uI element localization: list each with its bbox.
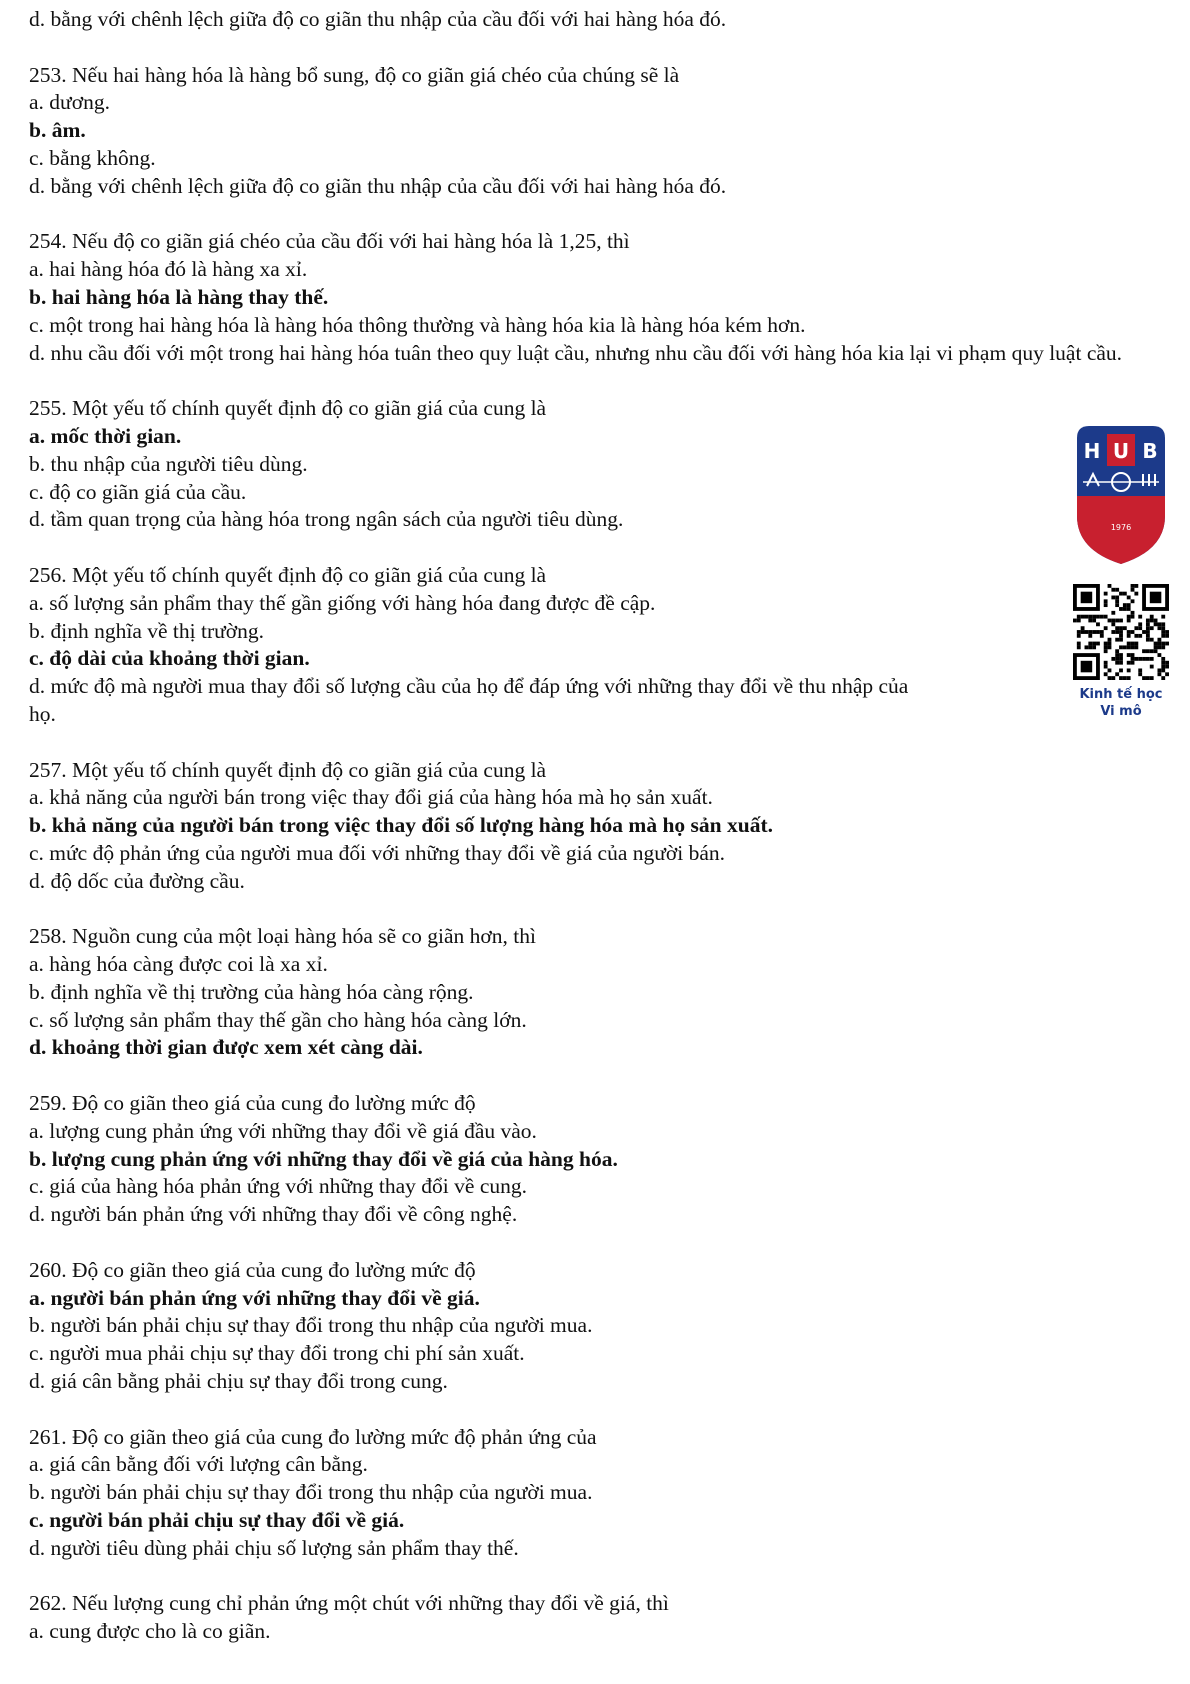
- question-block: [29, 1090, 1169, 1229]
- paragraph-gap: [29, 896, 1169, 924]
- answer-option: a. giá cân bằng đối với lượng cân bằng.: [29, 1452, 368, 1477]
- logo-year: 1976: [1110, 523, 1132, 532]
- answer-option: b. lượng cung phản ứng với những thay đổi về giá của hàng hóa.: [29, 1146, 618, 1171]
- paragraph-gap: [29, 34, 1169, 62]
- paragraph-gap: [29, 1563, 1169, 1591]
- answer-option: b. hai hàng hóa là hàng thay thế.: [29, 284, 329, 309]
- answer-option: d. tầm quan trọng của hàng hóa trong ngân sách của người tiêu dùng.: [29, 507, 624, 532]
- question-text: 259. Độ co giãn theo giá của cung đo lường mức độ: [29, 1091, 476, 1116]
- answer-option: a. cung được cho là co giãn.: [29, 1619, 271, 1644]
- question-text: 261. Độ co giãn theo giá của cung đo lường mức độ phản ứng của: [29, 1424, 597, 1449]
- paragraph-gap: [29, 1229, 1169, 1257]
- answer-option: c. mức độ phản ứng của người mua đối với những thay đổi về giá của người bán.: [29, 840, 726, 865]
- paragraph-gap: [29, 1396, 1169, 1424]
- question-block: [29, 1590, 1169, 1646]
- question-text: 260. Độ co giãn theo giá của cung đo lường mức độ: [29, 1257, 476, 1282]
- answer-option: b. khả năng của người bán trong việc thay đổi số lượng hàng hóa mà họ sản xuất.: [29, 813, 773, 838]
- question-block: [29, 6, 1169, 34]
- answer-option: a. hai hàng hóa đó là hàng xa xỉ.: [29, 257, 308, 282]
- question-block: [29, 562, 1169, 729]
- answer-option: c. độ dài của khoảng thời gian.: [29, 646, 310, 671]
- answer-option: c. người mua phải chịu sự thay đổi trong chi phí sản xuất.: [29, 1341, 525, 1366]
- question-block: [29, 1257, 1169, 1396]
- answer-option: a. hàng hóa càng được coi là xa xỉ.: [29, 952, 328, 977]
- paragraph-gap: [29, 534, 1169, 562]
- question-text: 256. Một yếu tố chính quyết định độ co giãn giá của cung là: [29, 562, 547, 587]
- logo-letter-u: U: [1112, 439, 1130, 463]
- answer-option: c. số lượng sản phẩm thay thế gần cho hàng hóa càng lớn.: [29, 1007, 527, 1032]
- question-text: 262. Nếu lượng cung chỉ phản ứng một chút với những thay đổi về giá, thì: [29, 1591, 669, 1616]
- document-page: [29, 6, 1169, 1646]
- answer-option: b. định nghĩa về thị trường của hàng hóa càng rộng.: [29, 979, 474, 1004]
- logo-letter-b: B: [1142, 439, 1158, 463]
- answer-option: a. người bán phản ứng với những thay đổi về giá.: [29, 1285, 480, 1310]
- answer-option: b. người bán phải chịu sự thay đổi trong thu nhập của người mua.: [29, 1480, 593, 1505]
- question-block: [29, 1424, 1169, 1563]
- question-block: [29, 228, 1169, 367]
- answer-option: d. giá cân bằng phải chịu sự thay đổi trong cung.: [29, 1369, 448, 1394]
- logo-caption-line1: Kinh tế học: [1079, 687, 1163, 702]
- question-text: 257. Một yếu tố chính quyết định độ co giãn giá của cung là: [29, 757, 547, 782]
- answer-option: c. giá của hàng hóa phản ứng với những thay đổi về cung.: [29, 1174, 527, 1199]
- answer-option: a. khả năng của người bán trong việc thay đổi giá của hàng hóa mà họ sản xuất.: [29, 785, 713, 810]
- question-block: [29, 395, 1169, 534]
- answer-option: b. âm.: [29, 118, 86, 143]
- answer-option: a. mốc thời gian.: [29, 423, 182, 448]
- question-text: 254. Nếu độ co giãn giá chéo của cầu đối với hai hàng hóa là 1,25, thì: [29, 229, 630, 254]
- answer-option: d. nhu cầu đối với một trong hai hàng hóa tuân theo quy luật cầu, nhưng nhu cầu đối với hàng hóa kia lại vi phạm quy luật cầu.: [29, 340, 1123, 365]
- question-text: 255. Một yếu tố chính quyết định độ co giãn giá của cung là: [29, 396, 547, 421]
- answer-option: d. người bán phản ứng với những thay đổi về công nghệ.: [29, 1202, 518, 1227]
- answer-option: c. một trong hai hàng hóa là hàng hóa thông thường và hàng hóa kia là hàng hóa kém hơn.: [29, 312, 806, 337]
- answer-option: b. người bán phải chịu sự thay đổi trong thu nhập của người mua.: [29, 1313, 593, 1338]
- answer-option: c. người bán phải chịu sự thay đổi về giá.: [29, 1508, 405, 1533]
- answer-option: a. dương.: [29, 90, 110, 115]
- answer-option: c. bằng không.: [29, 145, 156, 170]
- answer-option: c. độ co giãn giá của cầu.: [29, 479, 247, 504]
- answer-option: a. lượng cung phản ứng với những thay đổi về giá đầu vào.: [29, 1118, 537, 1143]
- answer-option: d. khoảng thời gian được xem xét càng dài.: [29, 1035, 423, 1060]
- answer-option: d. người tiêu dùng phải chịu số lượng sản phẩm thay thế.: [29, 1535, 519, 1560]
- paragraph-gap: [29, 201, 1169, 229]
- logo-letter-h: H: [1083, 439, 1101, 463]
- paragraph-gap: [29, 367, 1169, 395]
- question-block: [29, 757, 1169, 896]
- qr-code-icon: [1073, 584, 1169, 680]
- answer-option: d. độ dốc của đường cầu.: [29, 868, 245, 893]
- answer-option: d. mức độ mà người mua thay đổi số lượng cầu của họ để đáp ứng với những thay đổi về thu nhập của: [29, 674, 909, 699]
- hub-shield-logo-icon: [1073, 424, 1169, 566]
- paragraph-gap: [29, 1062, 1169, 1090]
- logo-caption-line2: Vi mô: [1100, 704, 1142, 719]
- question-block: [29, 62, 1169, 201]
- question-text: d. bằng với chênh lệch giữa độ co giãn thu nhập của cầu đối với hai hàng hóa đó.: [29, 7, 727, 31]
- question-text: 253. Nếu hai hàng hóa là hàng bổ sung, độ co giãn giá chéo của chúng sẽ là: [29, 62, 680, 87]
- hub-logo-panel: [1062, 424, 1180, 720]
- question-text: 258. Nguồn cung của một loại hàng hóa sẽ co giãn hơn, thì: [29, 924, 536, 949]
- paragraph-gap: [29, 729, 1169, 757]
- question-block: [29, 923, 1169, 1062]
- answer-option: họ.: [29, 701, 56, 726]
- answer-option: b. thu nhập của người tiêu dùng.: [29, 451, 308, 476]
- answer-option: d. bằng với chênh lệch giữa độ co giãn thu nhập của cầu đối với hai hàng hóa đó.: [29, 173, 727, 198]
- answer-option: b. định nghĩa về thị trường.: [29, 618, 265, 643]
- answer-option: a. số lượng sản phẩm thay thế gần giống với hàng hóa đang được đề cập.: [29, 590, 656, 615]
